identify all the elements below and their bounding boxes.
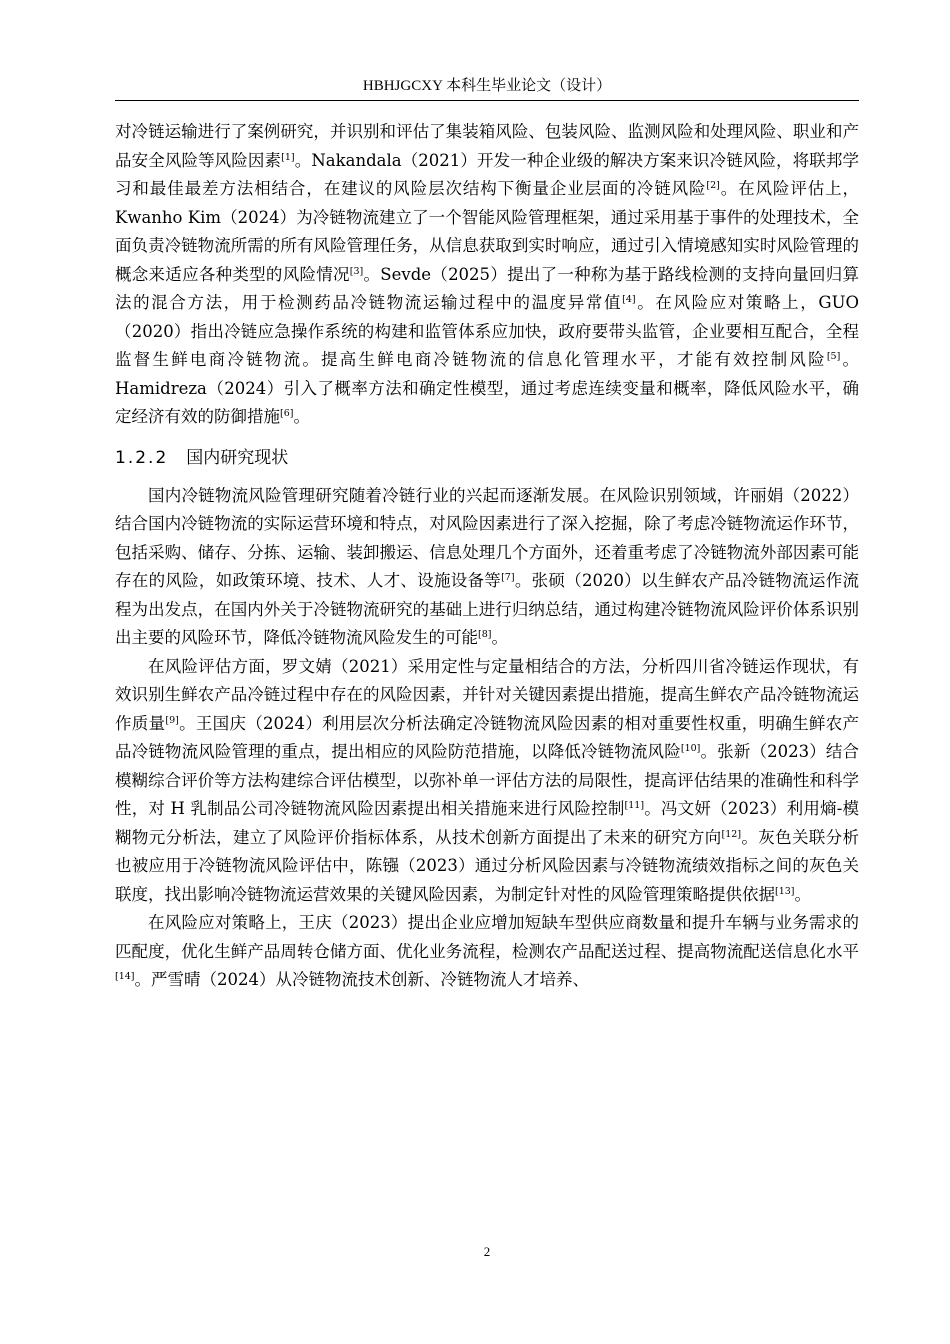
- text-run: 。张新（2023）结合模糊综合评价等方法构建综合评估模型，以弥补单一评估方法的局限性，提高评估结果的准确性和科学性，对 H 乳制品公司冷链物流风险因素提出相关措施来进行风险控制: [115, 742, 860, 818]
- text-run: 。在风险应对策略上，GUO（2020）指出冷链应急操作系统的构建和监管体系应加快，政府要带头监管，企业要相互配合，全程监督生鲜电商冷链物流。提高生鲜电商冷链物流的信息化管理水平，才能有效控制风险: [115, 293, 859, 369]
- body-text: [115, 118, 859, 995]
- text-run: 。张硕（2020）以生鲜农产品冷链物流运作流程为出发点，在国内外关于冷链物流研究的基础上进行归纳总结，通过构建冷链物流风险评价体系识别出主要的风险环节，降低冷链物流风险发生的可能: [115, 571, 859, 647]
- header-rule: [115, 100, 859, 101]
- paragraph-risk-assessment: [115, 653, 859, 910]
- citation-ref: [10]: [680, 743, 701, 754]
- section-title: 国内研究现状: [186, 447, 289, 468]
- text-run: 。严雪晴（2024）从冷链物流技术创新、冷链物流人才培养、: [134, 970, 590, 989]
- citation-ref: [11]: [624, 800, 645, 811]
- citation-ref: [9]: [165, 714, 179, 726]
- paragraph-foreign-studies-continued: [115, 118, 859, 432]
- citation-ref: [3]: [349, 265, 364, 277]
- text-run: 。Nakandala（2021）开发一种企业级的解决方案来识冷链风险，将联邦学习和最佳最差方法相结合，在建议的风险层次结构下衡量企业层面的冷链风险: [115, 150, 860, 198]
- citation-ref: [14]: [115, 971, 135, 982]
- text-run: 。: [491, 628, 508, 647]
- text-run: 国内冷链物流风险管理研究随着冷链行业的兴起而逐渐发展。在风险识别领域，许丽娟（2022）结合国内冷链物流的实际运营环境和特点，对风险因素进行了深入挖掘，除了考虑冷链物流运作环节，包括采购、储存、分拣、运输、装卸搬运、信息处理几个方面外，还着重考虑了冷链物流外部因素可能存在的风险，如政策环境、技术、人才、设施设备等: [115, 485, 859, 590]
- text-run: 。灰色关联分析也被应用于冷链物流风险评估中，陈镪（2023）通过分析风险因素与冷链物流绩效指标之间的灰色关联度，找出影响冷链物流运营效果的关键风险因素，为制定针对性的风险管理策略提供依据: [115, 827, 860, 904]
- citation-ref: [13]: [775, 885, 795, 897]
- section-heading: [115, 442, 859, 474]
- text-run: 对冷链运输进行了案例研究，并识别和评估了集装箱风险、包装风险、监测风险和处理风险、职业和产品安全风险等风险因素: [115, 122, 859, 170]
- citation-ref: [6]: [280, 408, 294, 419]
- paragraph-risk-response: [115, 909, 859, 995]
- text-run: 。冯文妍（2023）利用熵-模糊物元分析法，建立了风险评价指标体系，从技术创新方面提出了未来的研究方向: [115, 799, 859, 847]
- citation-ref: [5]: [826, 351, 841, 362]
- text-run: 。: [293, 407, 310, 426]
- text-run: 。王国庆（2024）利用层次分析法确定冷链物流风险因素的相对重要性权重，明确生鲜农产品冷链物流风险管理的重点，提出相应的风险防范措施，以降低冷链物流风险: [115, 713, 859, 761]
- text-run: 在风险评估方面，罗文婧（2021）采用定性与定量相结合的方法，分析四川省冷链运作现状，有效识别生鲜农产品冷链过程中存在的风险因素，并针对关键因素提出措施，提高生鲜农产品冷链物流运作质量: [115, 656, 859, 733]
- running-header: HBHJGCXY 本科生毕业论文（设计）: [362, 78, 612, 94]
- citation-ref: [12]: [721, 828, 742, 840]
- text-run: 。Sevde（2025）提出了一种称为基于路线检测的支持向量回归算法的混合方法，用于检测药品冷链物流运输过程中的温度异常值: [115, 264, 860, 312]
- citation-ref: [2]: [706, 180, 720, 191]
- text-run: 在风险应对策略上，王庆（2023）提出企业应增加短缺车型供应商数量和提升车辆与业务需求的匹配度，优化生鲜产品周转仓储方面、优化业务流程，检测农产品配送过程、提高物流配送信息化水平: [115, 913, 859, 961]
- citation-ref: [7]: [501, 572, 515, 583]
- page-number: 2: [483, 1244, 491, 1259]
- text-run: 。在风险评估上，Kwanho Kim（2024）为冷链物流建立了一个智能风险管理框架，通过采用基于事件的处理技术，全面负责冷链物流所需的所有风险管理任务，从信息获取到实时响应，通过引入情境感知实时风险管理的概念来适应各种类型的风险情况: [115, 179, 860, 284]
- text-run: 。: [794, 884, 812, 904]
- text-run: 。Hamidreza（2024）引入了概率方法和确定性模型，通过考虑连续变量和概率，降低风险水平，确定经济有效的防御措施: [115, 350, 860, 426]
- citation-ref: [1]: [281, 151, 295, 163]
- paragraph-risk-identification: [115, 482, 859, 653]
- citation-ref: [8]: [478, 629, 492, 640]
- section-number: 1.2.2: [115, 447, 169, 468]
- citation-ref: [4]: [622, 294, 636, 305]
